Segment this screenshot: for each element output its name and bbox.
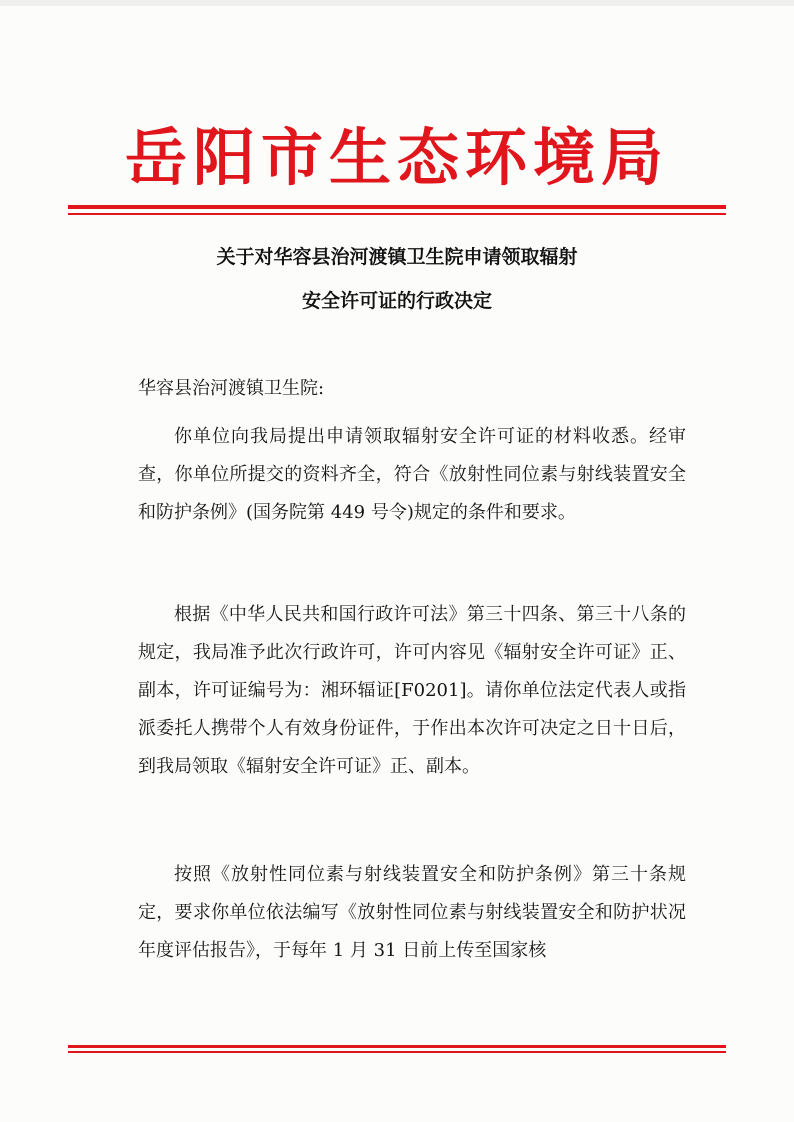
header-rule-thick	[68, 205, 726, 209]
document-title-line2: 安全许可证的行政决定	[301, 290, 492, 312]
header-rule-thin	[68, 213, 726, 215]
paragraph-2: 根据《中华人民共和国行政许可法》第三十四条、第三十八条的规定，我局准予此次行政许可，许可内容见《辐射安全许可证》正、副本，许可证编号为：湘环辐证[F0201]。请你单位法定代表人或指派委托人携带个人有效身份证件，于作出本次许可决定之日十日后，到我局领取《辐射安全许可证》正、副本。	[138, 604, 686, 777]
document-title-line1: 关于对华容县治河渡镇卫生院申请领取辐射	[216, 246, 578, 268]
recipient: 华容县治河渡镇卫生院:	[138, 378, 325, 399]
letterhead-title: 岳阳市生态环境局	[124, 121, 669, 194]
paragraph-3: 按照《放射性同位素与射线装置安全和防护条例》第三十条规定，要求你单位依法编写《放射性同位素与射线装置安全和防护状况年度评估报告》，于每年 1 月 31 日前上传至国家核	[138, 864, 686, 961]
scan-edge-shadow	[0, 0, 794, 6]
paragraph-1: 你单位向我局提出申请领取辐射安全许可证的材料收悉。经审查，你单位所提交的资料齐全，符合《放射性同位素与射线装置安全和防护条例》(国务院第 449 号令)规定的条件和要求。	[138, 426, 686, 523]
footer-rule-thick	[68, 1045, 726, 1048]
footer-rule-thin	[68, 1051, 726, 1053]
